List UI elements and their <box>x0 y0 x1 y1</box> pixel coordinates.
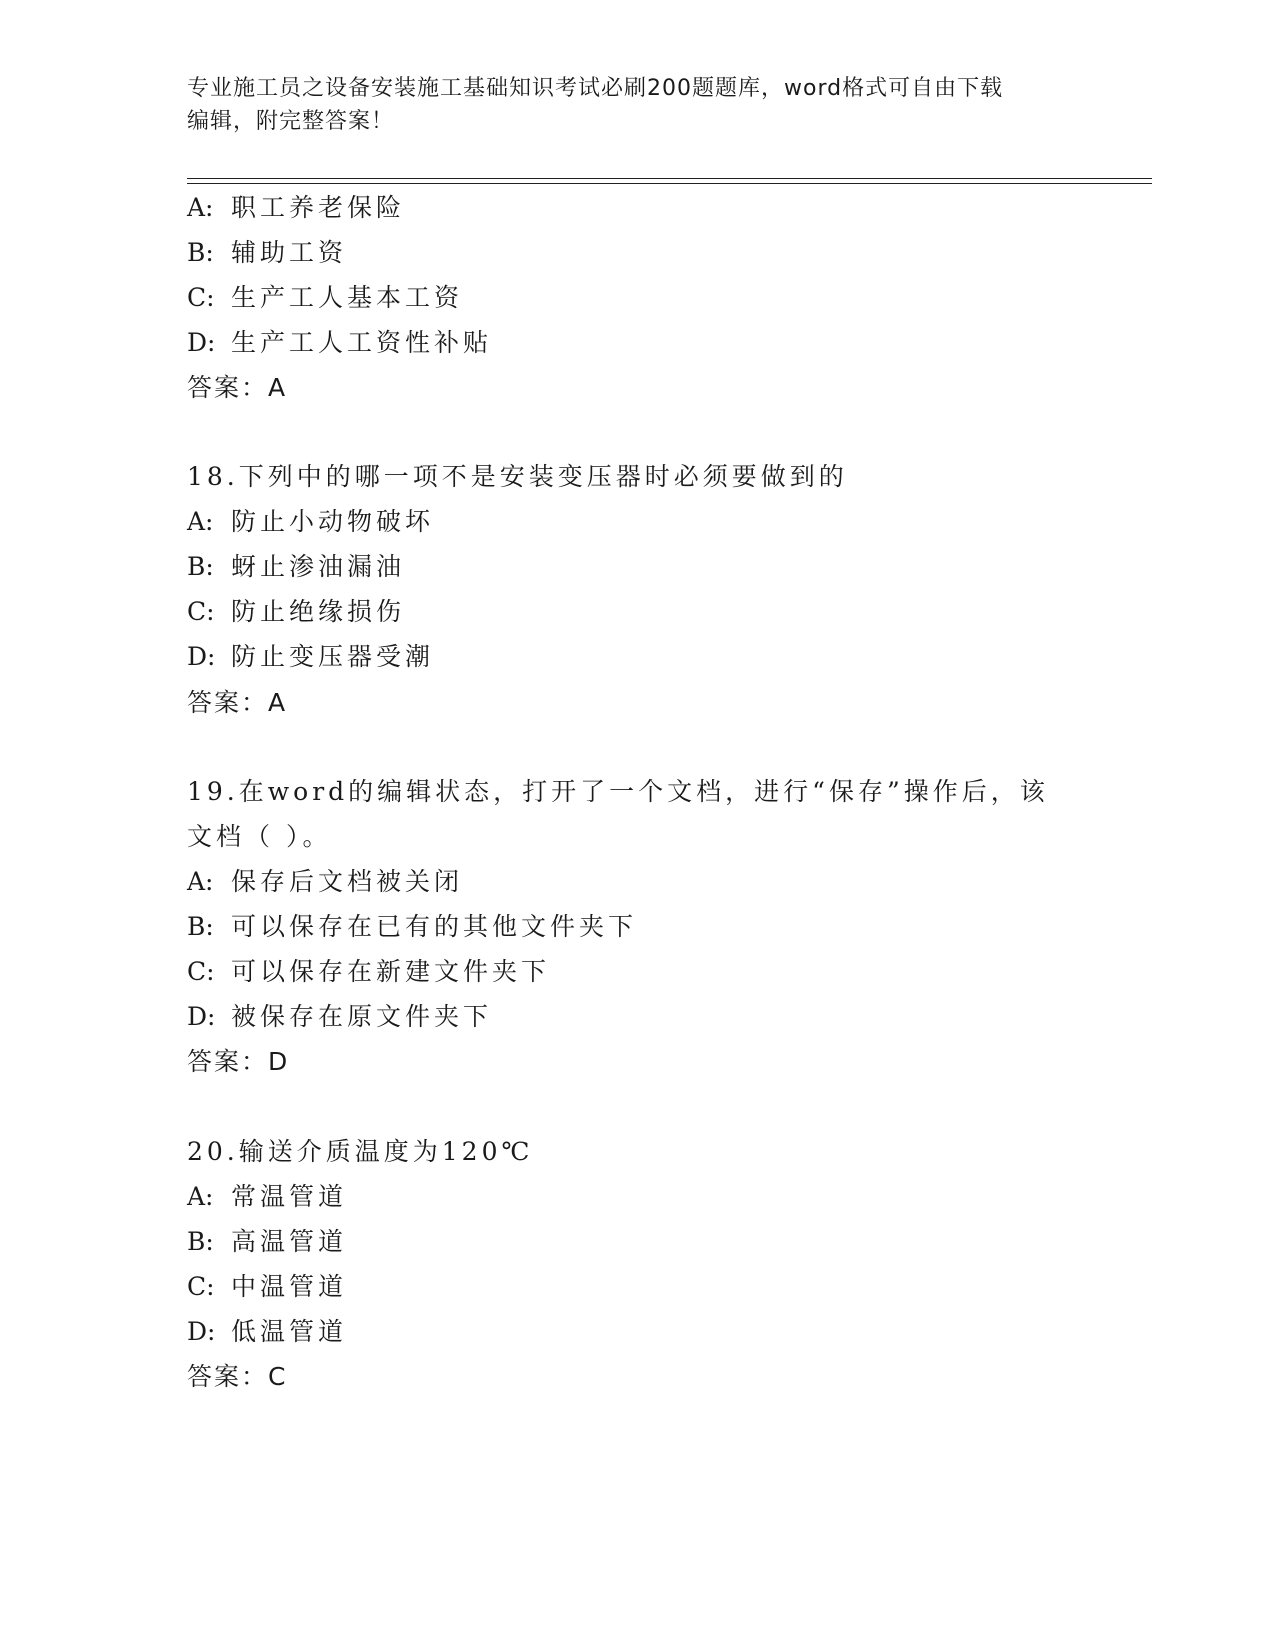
option-a: A: 保存后文档被关闭 <box>187 867 464 896</box>
option-a: A: 防止小动物破坏 <box>187 507 435 536</box>
question-stem: 19.在word的编辑状态，打开了一个文档，进行“保存”操作后，该 <box>187 777 1049 806</box>
answer: 答案：A <box>187 688 288 717</box>
option-a: A: 职工养老保险 <box>187 193 406 222</box>
header-divider-top <box>187 178 1152 179</box>
option-b: B: 高温管道 <box>187 1227 348 1256</box>
answer: 答案：A <box>187 373 288 402</box>
option-c: C: 可以保存在新建文件夹下 <box>187 957 551 986</box>
option-b: B: 辅助工资 <box>187 238 348 267</box>
option-d: D: 生产工人工资性补贴 <box>187 328 493 357</box>
option-c: C: 中温管道 <box>187 1272 348 1301</box>
header-divider-bottom <box>187 183 1152 184</box>
option-d: D: 防止变压器受潮 <box>187 642 435 671</box>
option-c: C: 防止绝缘损伤 <box>187 597 406 626</box>
header-line-2: 编辑，附完整答案！ <box>187 109 395 134</box>
option-c: C: 生产工人基本工资 <box>187 283 464 312</box>
answer: 答案：C <box>187 1362 288 1391</box>
question-stem: 18.下列中的哪一项不是安装变压器时必须要做到的 <box>187 462 848 491</box>
header-line-1: 专业施工员之设备安装施工基础知识考试必刷200题题库，word格式可自由下载 <box>187 76 1004 101</box>
answer: 答案：D <box>187 1047 290 1076</box>
question-stem-continued: 文档（ ）。 <box>187 822 332 851</box>
option-d: D: 低温管道 <box>187 1317 348 1346</box>
document-header <box>187 72 1087 138</box>
option-a: A: 常温管道 <box>187 1182 348 1211</box>
option-b: B: 可以保存在已有的其他文件夹下 <box>187 912 638 941</box>
option-b: B: 蚜止渗油漏油 <box>187 552 406 581</box>
question-stem: 20.输送介质温度为120℃ <box>187 1137 534 1166</box>
option-d: D: 被保存在原文件夹下 <box>187 1002 493 1031</box>
